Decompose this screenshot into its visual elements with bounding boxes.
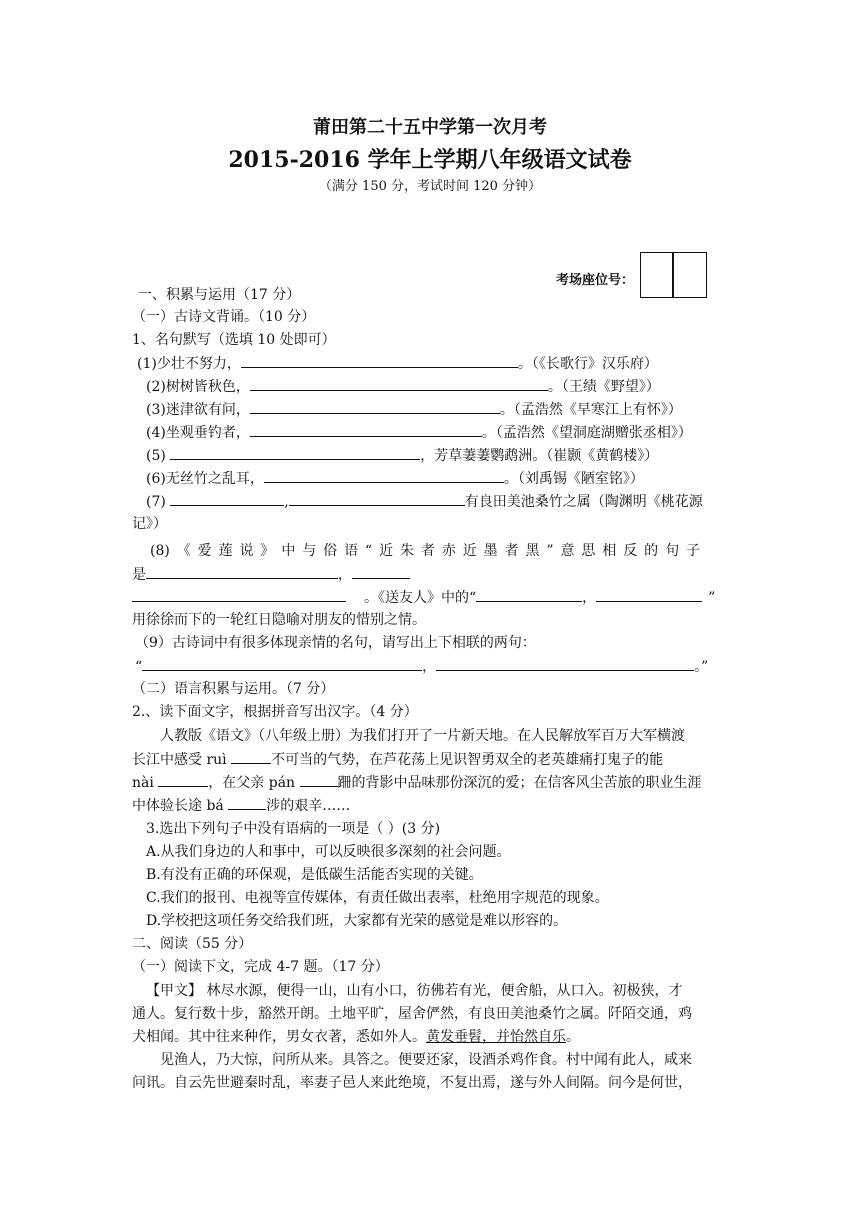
answer-blank[interactable]	[289, 490, 465, 506]
recite-item-3: (3)迷津欲有问， 。（孟浩然《早寒江上有怀》）	[146, 398, 682, 420]
answer-blank[interactable]	[264, 467, 504, 483]
section1-part1: （一）古诗文背诵。（10 分）	[132, 309, 316, 325]
answer-blank[interactable]	[436, 655, 694, 671]
recite-item-8-line3: 。《送友人》中的“ ， ”	[132, 586, 715, 608]
answer-blank[interactable]	[170, 490, 284, 506]
answer-blank[interactable]	[142, 655, 422, 671]
answer-blank[interactable]	[596, 586, 702, 602]
recite-item-5: (5) ，芳草萋萋鹦鹉洲。（崔颢《黄鹤楼》）	[146, 444, 658, 466]
q2-paragraph-line1: 人教版《语文》（八年级上册）为我们打开了一片新天地。在人民解放军百万大军横渡	[160, 728, 685, 744]
section2-part1: （一）阅读下文，完成 4-7 题。（17 分）	[132, 959, 389, 975]
q3-option-a[interactable]: A.从我们身边的人和事中，可以反映很多深刻的社会问题。	[146, 844, 511, 860]
recite-item-9-answer: “ ， 。”	[135, 655, 708, 677]
answer-blank[interactable]	[250, 398, 500, 414]
recite-item-7-cont: 记》）	[132, 516, 167, 532]
answer-blank[interactable]	[250, 375, 548, 391]
recite-item-8-line2: 是 ，	[132, 563, 410, 585]
q3-option-b[interactable]: B.有没有正确的环保观，是低碳生活能否实现的关键。	[146, 867, 483, 883]
passage-line1: 【甲文】 林尽水源，便得一山，山有小口，彷佛若有光，便舍船，从口入。初极狭，才	[146, 983, 683, 999]
answer-blank[interactable]	[231, 748, 271, 764]
q3-option-c[interactable]: C.我们的报刊、电视等宣传媒体，有责任做出表率，杜绝用字规范的现象。	[146, 890, 609, 906]
seat-number-label: 考场座位号：	[556, 273, 635, 288]
passage-line3: 犬相闻。其中往来种作，男女衣著，悉如外人。黄发垂髫，并怡然自乐。	[132, 1029, 580, 1045]
answer-blank[interactable]	[241, 352, 518, 368]
answer-blank[interactable]	[300, 771, 338, 787]
answer-blank[interactable]	[352, 563, 410, 579]
answer-blank[interactable]	[132, 586, 346, 602]
passage-line2: 通人。复行数十步，豁然开朗。土地平旷，屋舍俨然，有良田美池桑竹之属。阡陌交通，鸡	[132, 1006, 692, 1022]
question-1: 1、名句默写（选填 10 处即可）	[132, 332, 336, 348]
question-2: 2.、读下面文字，根据拼音写出汉字。（4 分）	[132, 704, 418, 720]
q2-paragraph-line4: 中体验长途 bá 涉的艰辛……	[132, 794, 350, 816]
q2-paragraph-line2: 长江中感受 ruì 不可当的气势，在芦花荡上见识智勇双全的老英雄痛打鬼子的能	[132, 748, 663, 770]
underlined-phrase: 黄发垂髫，并怡然自乐	[426, 1029, 566, 1045]
recite-item-4: (4)坐观垂钓者， 。（孟浩然《望洞庭湖赠张丞相》）	[146, 421, 692, 443]
answer-blank[interactable]	[158, 771, 208, 787]
section1-part2: （二）语言积累与运用。（7 分）	[132, 681, 335, 697]
q2-paragraph-line3: nài ，在父亲 pán 跚的背影中品味那份深沉的爱；在信客风尘苦旅的职业生涯	[132, 771, 702, 793]
passage-line5: 问讯。自云先世避秦时乱，率妻子邑人来此绝境，不复出焉，遂与外人间隔。问今是何世，	[132, 1075, 692, 1091]
seat-number-box-1[interactable]	[640, 252, 674, 298]
recite-item-9: （9）古诗词中有很多体现亲情的名句，请写出上下相联的两句：	[135, 635, 536, 651]
recite-item-8: (8)《爱莲说》中与俗语“近朱者赤近墨者黑”意思相反的句子	[150, 543, 700, 559]
passage-line4: 见渔人，乃大惊，问所从来。具答之。便要还家，设酒杀鸡作食。村中闻有此人，咸来	[160, 1052, 692, 1068]
exam-subtitle: （满分 150 分，考试时间 120 分钟）	[318, 179, 542, 194]
recite-item-1: (1)少壮不努力， 。（《长歌行》汉乐府）	[137, 352, 658, 374]
section2-heading: 二、阅读（55 分）	[132, 936, 253, 952]
school-title: 莆田第二十五中学第一次月考	[313, 117, 547, 138]
recite-item-8-line4: 用徐徐而下的一轮红日隐喻对朋友的惜别之情。	[132, 612, 426, 628]
answer-blank[interactable]	[476, 586, 582, 602]
exam-title: 2015-2016 学年上学期八年级语文试卷	[228, 147, 632, 173]
answer-blank[interactable]	[250, 421, 482, 437]
section1-heading: 一、积累与运用（17 分）	[138, 287, 301, 303]
answer-blank[interactable]	[146, 563, 338, 579]
answer-blank[interactable]	[228, 794, 266, 810]
seat-number-box-2[interactable]	[672, 252, 707, 298]
recite-item-2: (2)树树皆秋色， 。（王绩《野望》）	[146, 375, 660, 397]
recite-item-6: (6)无丝竹之乱耳， 。（刘禹锡《陋室铭》）	[146, 467, 644, 489]
question-3: 3.选出下列句子中没有语病的一项是（ ）(3 分)	[146, 821, 441, 837]
recite-item-7: (7) , 有良田美池桑竹之属（陶渊明《桃花源	[146, 490, 703, 512]
answer-blank[interactable]	[170, 444, 420, 460]
q3-option-d[interactable]: D.学校把这项任务交给我们班，大家都有光荣的感觉是难以形容的。	[146, 913, 568, 929]
